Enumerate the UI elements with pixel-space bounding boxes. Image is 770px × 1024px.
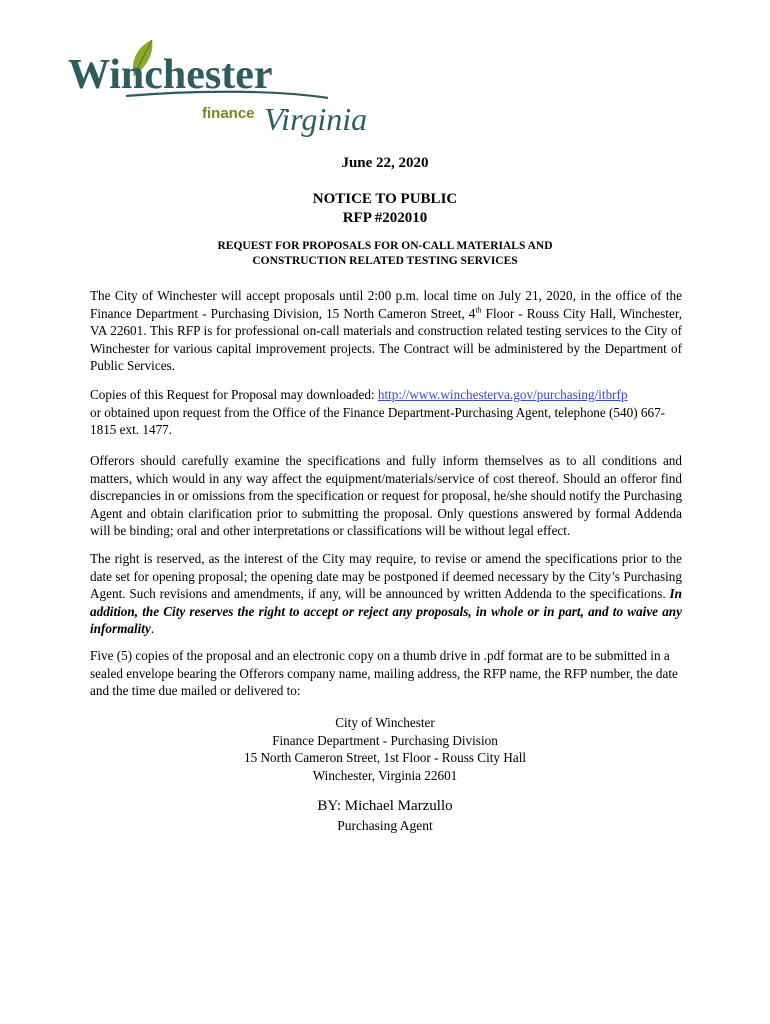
notice-date: June 22, 2020	[341, 155, 429, 171]
winchester-finance-virginia-logo	[66, 38, 401, 138]
request-title	[0, 239, 770, 269]
copies-text-a: Copies of this Request for Proposal may downloaded:	[90, 387, 378, 402]
purchasing-link[interactable]: http://www.winchesterva.gov/purchasing/itbrfp	[377, 387, 628, 402]
address-line1: City of Winchester	[335, 715, 435, 730]
signature-title: Purchasing Agent	[337, 818, 433, 833]
paragraph-submission: Five (5) copies of the proposal and an electronic copy on a thumb drive in .pdf format are to be submitted in a sealed envelope bearing the Offerors company name, mailing address, the RFP name, the RFP number, the date and the time due mailed or delivered to:	[90, 648, 678, 699]
reserved-text: The right is reserved, as the interest of the City may require, to revise or amend the specifications prior to the date set for opening proposal; the opening date may be postponed if deemed necessary by the City’s Purchasing Agent. Such revisions and amendments, if any, will be announced by written Addenda to the specifications.	[90, 551, 682, 602]
notice-heading	[0, 190, 770, 228]
paragraph-offerors: Offerors should carefully examine the specifications and fully inform themselves as to all conditions and matters, which would in any way affect the equipment/materials/service of cost thereof. Should an offeror find discrepancies in or omissions from the specification or request for proposal, he/she should notify the Purchasing Agent and obtain clarification prior to submitting the proposal. Only questions answered by formal Addenda will be binding; oral and other interpretations or classifications will be without legal effect.	[90, 453, 682, 539]
reserved-emphasis: In addition, the City reserves the right to accept or reject any proposals, in whole or in part, and to waive any informality	[90, 586, 682, 637]
logo-state-text: Virginia	[264, 101, 368, 137]
rfp-number: RFP #202010	[342, 210, 428, 226]
paragraph-right-reserved	[90, 550, 682, 638]
address-line4: Winchester, Virginia 22601	[312, 767, 458, 783]
signature-block	[0, 797, 770, 835]
address-line3: 15 North Cameron Street, 1st Floor - Rouss City Hall	[243, 750, 527, 766]
address-line2: Finance Department - Purchasing Division	[272, 732, 498, 748]
paragraph-intro	[90, 287, 682, 375]
logo-city-text: Winchester	[68, 52, 273, 98]
mailing-address	[0, 714, 770, 784]
intro-superscript: th	[475, 305, 482, 315]
notice-title: NOTICE TO PUBLIC	[312, 191, 458, 207]
intro-text-a: The City of Winchester will accept proposals until 2:00 p.m. local time on July 21, 2020, in the office of the Finance Department - Purchasing Division, 15 North Cameron Street, 4	[90, 288, 682, 321]
intro-text-b: Floor - Rouss City Hall, Winchester, VA 22601. This RFP is for professional on-call materials and construction related testing services to the City of Winchester for various capital improvement projects. The Contract will be administered by the Department of Public Services.	[90, 305, 682, 374]
request-title-line1: REQUEST FOR PROPOSALS FOR ON-CALL MATERIALS AND	[217, 240, 553, 252]
logo-dept-text: finance	[202, 105, 255, 122]
signature-by: BY: Michael Marzullo	[317, 798, 453, 814]
paragraph-copies	[90, 386, 682, 439]
copies-text-b: or obtained upon request from the Office of the Finance Department-Purchasing Agent, telephone (540) 667-1815 ext. 1477.	[90, 404, 666, 438]
reserved-end: .	[150, 621, 155, 637]
request-title-line2: CONSTRUCTION RELATED TESTING SERVICES	[252, 255, 518, 267]
